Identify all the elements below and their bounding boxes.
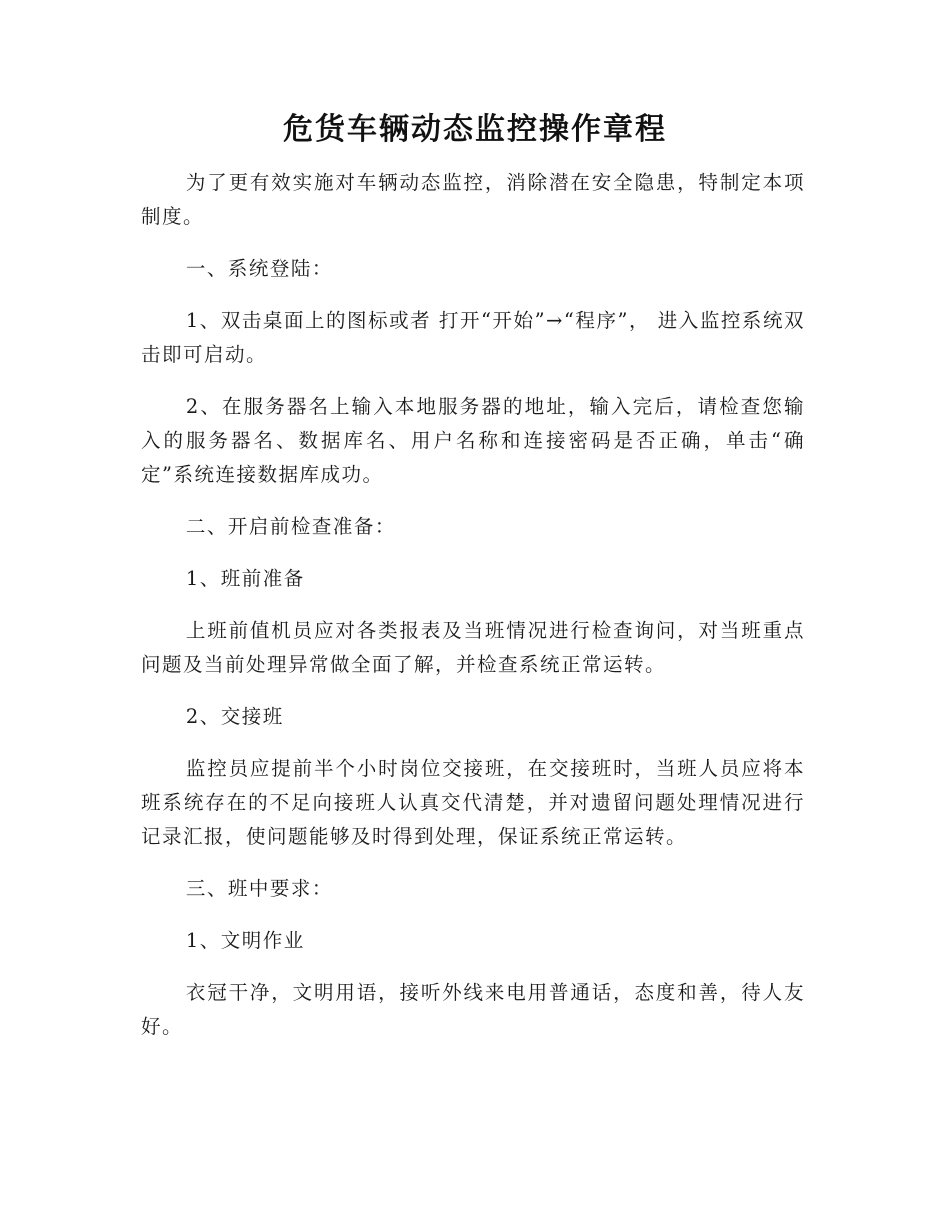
- subheading-shift-handover: 2、交接班: [185, 705, 284, 728]
- subheading-civil-operation: 1、文明作业: [185, 929, 305, 952]
- subheading-pre-shift-prep: 1、班前准备: [185, 567, 305, 590]
- document-title: 危货车辆动态监控操作章程: [283, 112, 667, 147]
- section-heading-in-shift-requirements: 三、班中要求：: [185, 877, 333, 900]
- paragraph-shift-handover: 监控员应提前半个小时岗位交接班，在交接班时，当班人员应将本班系统存在的不足向接班人认真交代清楚，并对遗留问题处理情况进行记录汇报，使问题能够及时得到处理，保证系统正常运转。: [141, 757, 805, 848]
- paragraph-login-step-2: 2、在服务器名上输入本地服务器的地址，输入完后，请检查您输入的服务器名、数据库名、用户名称和连接密码是否正确，单击“确定”系统连接数据库成功。: [141, 395, 805, 486]
- section-heading-system-login: 一、系统登陆：: [185, 257, 333, 280]
- paragraph-pre-shift-prep: 上班前值机员应对各类报表及当班情况进行检查询问，对当班重点问题及当前处理异常做全面了解，并检查系统正常运转。: [141, 619, 805, 676]
- section-heading-pre-start-check: 二、开启前检查准备：: [185, 515, 396, 538]
- paragraph-civil-operation: 衣冠干净，文明用语，接听外线来电用普通话，态度和善，待人友好。: [141, 981, 805, 1038]
- paragraph-login-step-1: 1、双击桌面上的图标或者 打开“开始”→“程序”， 进入监控系统双击即可启动。: [141, 309, 805, 366]
- paragraph-intro: 为了更有效实施对车辆动态监控，消除潜在安全隐患，特制定本项制度。: [141, 171, 805, 228]
- document-body: [141, 166, 805, 1062]
